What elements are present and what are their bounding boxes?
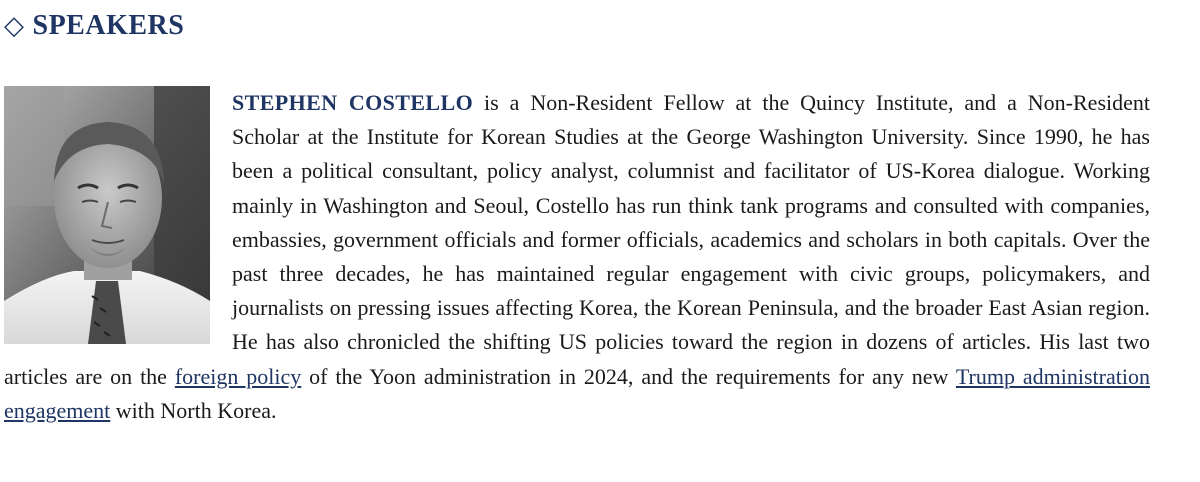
bio-text-part3: with North Korea. xyxy=(110,397,277,423)
photo-spacer xyxy=(4,86,232,344)
section-title: SPEAKERS xyxy=(32,10,185,41)
speaker-bio xyxy=(4,86,1150,428)
trump-engagement-link[interactable]: Trump administration engagement xyxy=(4,363,1150,423)
section-heading xyxy=(4,10,184,42)
bio-text-part2: of the Yoon administration in 2024, and the requirements for any new xyxy=(301,363,956,389)
diamond-outline-icon: ◇ xyxy=(4,11,25,40)
foreign-policy-link[interactable]: foreign policy xyxy=(174,363,302,389)
bio-text-part1: is a Non-Resident Fellow at the Quincy Institute, and a Non-Resident Scholar at the Institute for Korean Studies at the George Washington University. Since 1990, he has been a political consultant, policy analyst, columnist and facilitator of US-Korea dialogue. Working mainly in Washington and Seoul, Costello has run think tank programs and consulted with companies, embassies, government officials and former officials, academics and scholars in both capitals. Over the past three decades, he has maintained regular engagement with civic groups, policymakers, and journalists on pressing issues affecting Korea, the Korean Peninsula, and the broader East Asian region. He has also chronicled the shifting US policies toward the region in dozens of articles. His last two articles are on the xyxy=(4,90,1150,389)
speaker-name: STEPHEN COSTELLO xyxy=(232,90,474,115)
